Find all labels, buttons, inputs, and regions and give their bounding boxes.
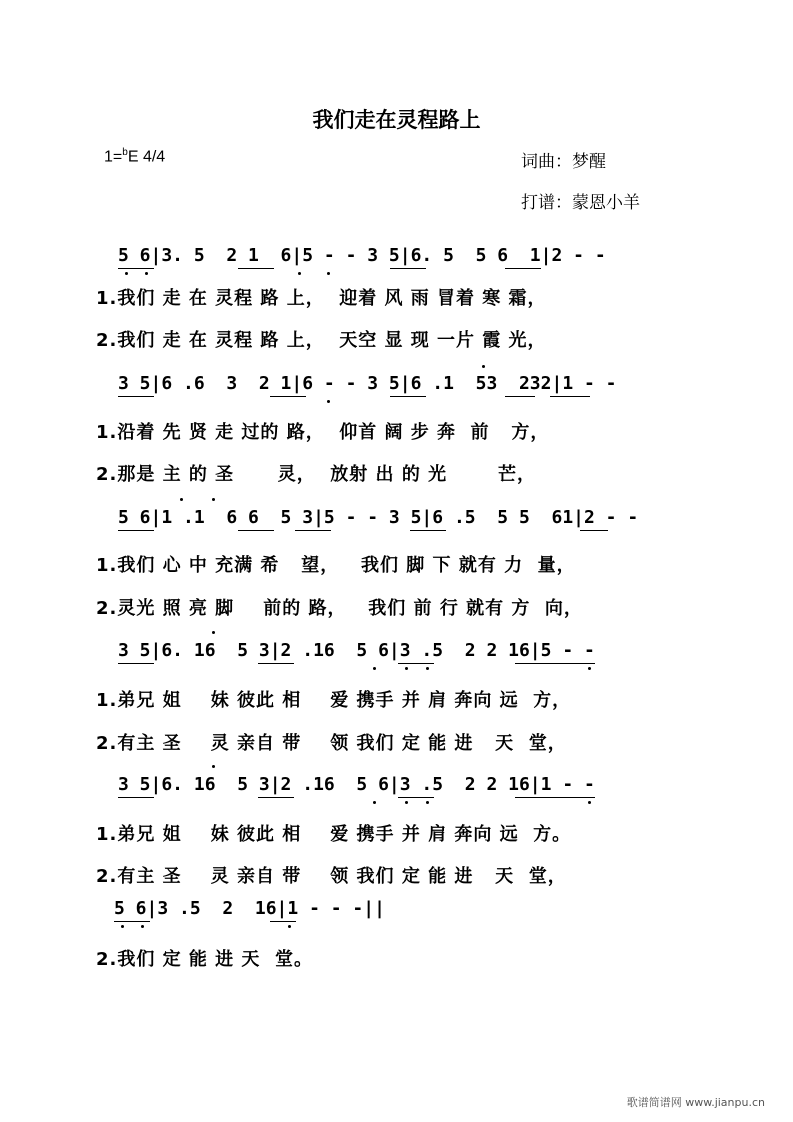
lyric-text: 2.我们 定 能 进 天 堂。 [96, 949, 313, 970]
rhythm-underline [258, 797, 294, 798]
notation-text: 3 5|6. 16 5 3|2 .16 5 6|3 .5 2 2 16|1 - - [118, 774, 595, 795]
octave-dot [405, 801, 408, 804]
lyric-line-3-1 [0, 551, 793, 581]
lyric-text: 2.有主 圣 灵 亲自 带 领 我们 定 能 进 天 堂， [96, 866, 567, 887]
key-signature [104, 147, 165, 166]
rhythm-underline [118, 530, 154, 531]
lyric-line-2-1 [0, 418, 793, 448]
rhythm-underline [238, 268, 274, 269]
key-flat: b [122, 147, 128, 158]
lyric-line-1-2 [0, 326, 793, 356]
rhythm-underline [295, 530, 331, 531]
rhythm-underline [390, 396, 426, 397]
octave-dot [588, 667, 591, 670]
lyric-text: 2.那是 主 的 圣 灵， 放射 出 的 光 芒， [96, 464, 536, 485]
notation-text: 3 5|6. 16 5 3|2 .16 5 6|3 .5 2 2 16|5 - - [118, 640, 595, 661]
key-note: E [127, 148, 139, 166]
rhythm-underline [580, 530, 608, 531]
transcriber-credit: 打谱：蒙恩小羊 [521, 193, 640, 213]
notation-line-4 [0, 640, 793, 670]
octave-dot [298, 272, 301, 275]
octave-dot [212, 765, 215, 768]
lyric-line-4-2 [0, 729, 793, 759]
octave-dot [125, 272, 128, 275]
lyric-line-5-2 [0, 862, 793, 892]
octave-dot [405, 667, 408, 670]
rhythm-underline [398, 663, 434, 664]
rhythm-underline [515, 797, 595, 798]
rhythm-underline [114, 921, 150, 922]
key-prefix: 1= [104, 148, 123, 166]
octave-dot [327, 400, 330, 403]
rhythm-underline [390, 268, 426, 269]
lyric-text: 1.沿着 先 贤 走 过的 路， 仰首 阔 步 奔 前 方， [96, 422, 550, 443]
song-title: 我们走在灵程路上 [312, 108, 481, 132]
octave-dot [327, 272, 330, 275]
octave-dot [426, 667, 429, 670]
lyric-text: 1.弟兄 姐 妹 彼此 相 爱 携手 并 肩 奔向 远 方。 [96, 824, 572, 845]
octave-dot [588, 801, 591, 804]
rhythm-underline [270, 396, 306, 397]
octave-dot [212, 631, 215, 634]
rhythm-underline [118, 663, 154, 664]
lyric-text: 2.灵光 照 亮 脚 前的 路， 我们 前 行 就有 方 向， [96, 598, 583, 619]
time-signature: 4/4 [142, 148, 166, 166]
lyric-line-1-1 [0, 284, 793, 314]
rhythm-underline [410, 530, 446, 531]
notation-text: 5 6|1 .1 6 6 5 3|5 - - 3 5|6 .5 5 5 61|2 - - [118, 507, 639, 528]
lyric-line-3-2 [0, 594, 793, 624]
octave-dot [288, 925, 291, 928]
octave-dot [212, 498, 215, 501]
octave-dot [373, 667, 376, 670]
notation-line-3 [0, 507, 793, 537]
octave-dot [426, 801, 429, 804]
notation-line-5 [0, 774, 793, 804]
rhythm-underline [238, 530, 274, 531]
lyric-text: 2.我们 走 在 灵程 路 上， 天空 显 现 一片 霞 光， [96, 330, 547, 351]
lyric-text: 1.我们 走 在 灵程 路 上， 迎着 风 雨 冒着 寒 霜， [96, 288, 547, 309]
octave-dot [145, 272, 148, 275]
rhythm-underline [118, 396, 154, 397]
lyric-line-5-1 [0, 820, 793, 850]
lyric-text: 1.我们 心 中 充满 希 望， 我们 脚 下 就有 力 量， [96, 555, 576, 576]
lyric-text: 2.有主 圣 灵 亲自 带 领 我们 定 能 进 天 堂， [96, 733, 567, 754]
lyric-line-2-2 [0, 460, 793, 490]
notation-line-2 [0, 373, 793, 403]
rhythm-underline [258, 663, 294, 664]
lyric-text: 1.弟兄 姐 妹 彼此 相 爱 携手 并 肩 奔向 远 方， [96, 690, 572, 711]
octave-dot [482, 365, 485, 368]
notation-text: 5 6|3. 5 2 1 6|5 - - 3 5|6. 5 5 6 1|2 - - [118, 245, 606, 266]
notation-text: 3 5|6 .6 3 2 1|6 - - 3 5|6 .1 53 232|1 - - [118, 373, 617, 394]
rhythm-underline [515, 663, 595, 664]
rhythm-underline [118, 268, 154, 269]
notation-line-6 [0, 898, 793, 928]
composer-credit: 词曲：梦醒 [521, 152, 606, 172]
rhythm-underline [270, 921, 296, 922]
rhythm-underline [505, 396, 535, 397]
lyric-line-4-1 [0, 686, 793, 716]
octave-dot [121, 925, 124, 928]
notation-text: 5 6|3 .5 2 16|1 - - -|| [114, 898, 385, 919]
watermark: 歌谱简谱网 www.jianpu.cn [626, 1096, 765, 1109]
lyric-line-6-1 [0, 945, 793, 975]
rhythm-underline [398, 797, 434, 798]
octave-dot [180, 498, 183, 501]
octave-dot [141, 925, 144, 928]
rhythm-underline [550, 396, 590, 397]
notation-line-1 [0, 245, 793, 275]
rhythm-underline [505, 268, 541, 269]
octave-dot [373, 801, 376, 804]
rhythm-underline [118, 797, 154, 798]
